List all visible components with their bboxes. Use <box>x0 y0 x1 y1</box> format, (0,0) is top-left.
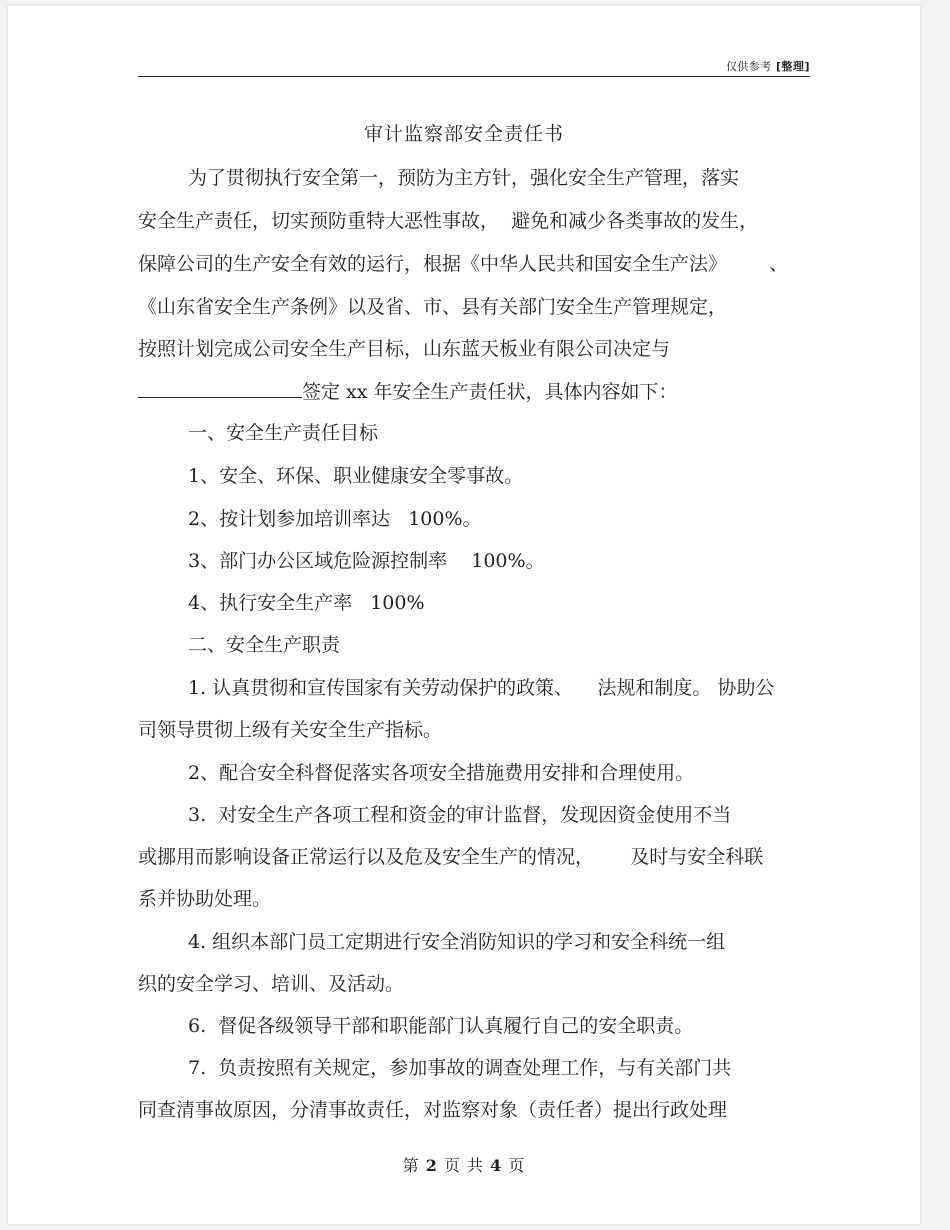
document-title: 审计监察部安全责任书 <box>363 123 564 145</box>
list-item: 2、按计划参加培训率达 100%。 <box>188 508 482 530</box>
list-item: 4. 组织本部门员工定期进行安全消防知识的学习和安全科统一组 <box>188 931 726 953</box>
list-item: 7. 负责按照有关规定，参加事故的调查处理工作，与有关部门共 <box>188 1057 732 1079</box>
paragraph-text: 签定 xx 年安全生产责任状，具体内容如下： <box>302 381 678 403</box>
section-heading: 一、安全生产责任目标 <box>188 422 379 444</box>
list-item: 3. 对安全生产各项工程和资金的审计监督，发现因资金使用不当 <box>188 804 732 826</box>
signature-blank <box>138 379 302 398</box>
header-note-text: 仅供参考 <box>725 60 772 73</box>
section-heading: 二、安全生产职责 <box>188 634 341 656</box>
list-item: 1、安全、环保、职业健康安全零事故。 <box>188 465 524 487</box>
paragraph-line: 系并协助处理。 <box>138 888 272 910</box>
paragraph-line: 为了贯彻执行安全第一，预防为主方针，强化安全生产管理，落实 <box>188 167 740 189</box>
paragraph-line: 司领导贯彻上级有关安全生产指标。 <box>138 719 443 741</box>
list-item: 4、执行安全生产率 100% <box>188 592 425 614</box>
paragraph-line: 或挪用而影响设备正常运行以及危及安全生产的情况， 及时与安全科联 <box>138 846 764 868</box>
footer-suffix: 页 <box>508 1156 526 1175</box>
paragraph-line: 同查清事故原因，分清事故责任，对监察对象（责任者）提出行政处理 <box>138 1099 728 1121</box>
list-item: 6. 督促各级领导干部和职能部门认真履行自己的安全职责。 <box>188 1015 694 1037</box>
paragraph-line: 按照计划完成公司安全生产目标，山东蓝天板业有限公司决定与 <box>138 338 671 360</box>
page-number: 2 <box>425 1156 438 1175</box>
header-rule <box>138 76 810 77</box>
page-footer <box>8 1153 920 1176</box>
header-note <box>726 58 810 74</box>
paragraph-line: 保障公司的生产安全有效的运行，根据《中华人民共和国安全生产法》 、 <box>138 253 789 275</box>
list-item: 3、部门办公区域危险源控制率 100%。 <box>188 550 545 572</box>
list-item: 1. 认真贯彻和宣传国家有关劳动保护的政策、 法规和制度。 协助公 <box>188 677 775 699</box>
header-tag: [整理] <box>775 60 810 73</box>
list-item: 2、配合安全科督促落实各项安全措施费用安排和合理使用。 <box>188 762 695 784</box>
page-total: 4 <box>490 1156 503 1175</box>
paragraph-line: 安全生产责任，切实预防重特大恶性事故， 避免和减少各类事故的发生， <box>138 210 759 232</box>
footer-mid: 页 共 <box>443 1156 485 1175</box>
paragraph-line-with-blank <box>138 379 678 404</box>
document-page <box>8 6 920 1224</box>
paragraph-line: 《山东省安全生产条例》以及省、市、县有关部门安全生产管理规定， <box>138 296 728 318</box>
paragraph-line: 织的安全学习、培训、及活动。 <box>138 973 405 995</box>
footer-prefix: 第 <box>402 1156 420 1175</box>
